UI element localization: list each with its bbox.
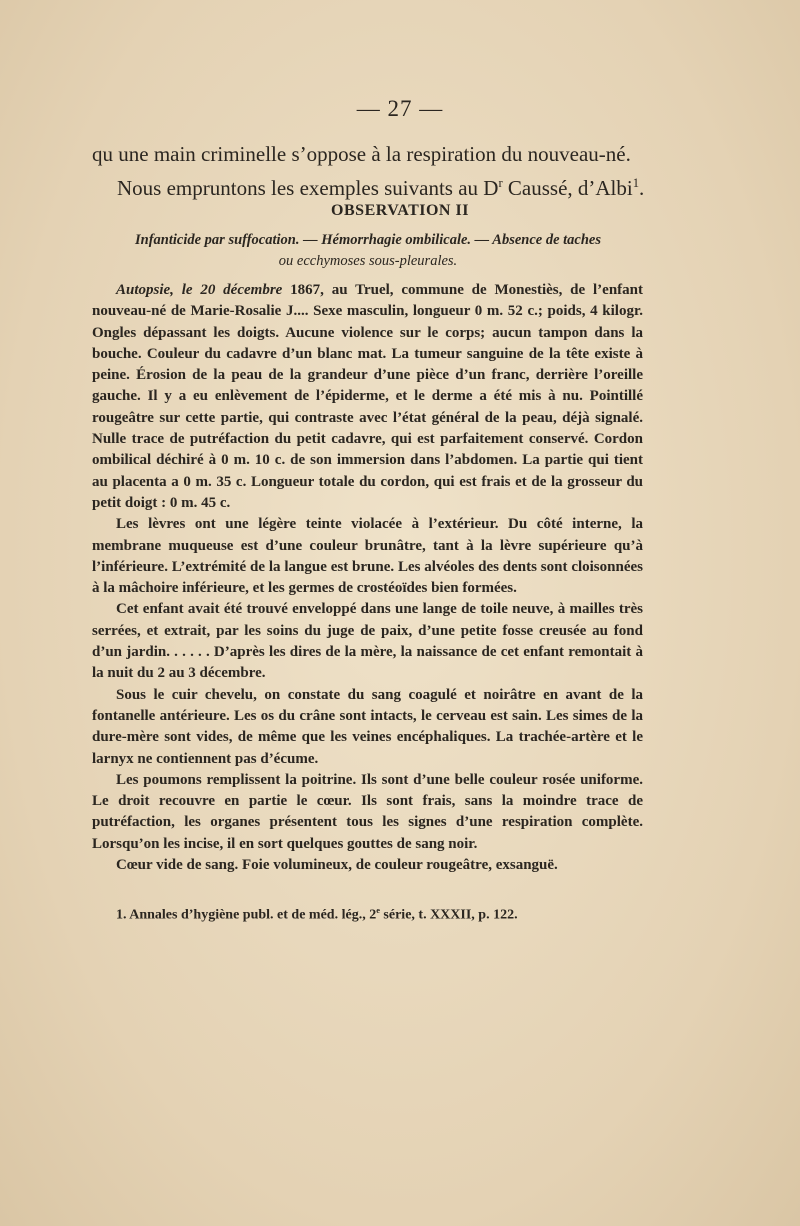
paragraph-cuir-chevelu: Sous le cuir chevelu, on constate du sang coagulé et noirâtre en avant de la fontanelle antérieure. Les os du crâne sont intacts, le cerveau est sain. Les simes de la dure-mère sont vides, de même que les veines encéphaliques. La trachée-artère et le larnyx ne contiennent pas d’écume. <box>92 686 643 767</box>
paragraph-levres: Les lèvres ont une légère teinte violacée à l’extérieur. Du côté interne, la membrane muqueuse est d’une couleur brunâtre, tant à la lèvre supérieure qu’à l’inférieure. L’extrémité de la langue est brune. Les alvéoles des dents sont cloisonnées à la mâchoire inférieure, et les germes de crostéoïdes bien formées. <box>92 516 643 597</box>
intro-line-2 <box>92 169 712 203</box>
footnote-superscript: e <box>376 906 380 915</box>
page-number: — 27 — <box>356 96 444 121</box>
paragraph-enfant-trouve: Cet enfant avait été trouvé enveloppé dans une lange de toile neuve, à mailles très serrées, et extrait, par les soins du juge de paix, d’une petite fosse creusée au fond d’un jardin. . . . . . D’après les dires de la mère, la naissance de cet enfant remontait à la nuit du 2 au 3 décembre. <box>92 601 643 682</box>
subtitle-line-2: ou ecchymoses sous-pleurales. <box>278 253 458 269</box>
observation-body <box>92 280 643 876</box>
autopsie-lead: Autopsie, le 20 décembre <box>116 282 283 298</box>
paragraph-coeur: Cœur vide de sang. Foie volumineux, de couleur rougeâtre, exsanguë. <box>116 857 558 874</box>
intro-line-2-mid: Caussé, d’Albi <box>502 176 633 200</box>
intro-line-2-start: Nous empruntons les exemples suivants au D <box>117 176 499 200</box>
footnote-end: série, t. XXXII, p. 122. <box>379 907 518 923</box>
intro-line-2-end: . <box>639 176 645 200</box>
observation-subtitle <box>92 230 644 272</box>
paragraph-autopsie <box>92 280 643 514</box>
paragraph-poumons: Les poumons remplissent la poitrine. Ils sont d’une belle couleur rosée uniforme. Le droit recouvre en partie le cœur. Ils sont frais, sans la moindre trace de putréfaction, les organes présentent tous les signes d’une respiration complète. Lorsqu’on les incise, il en sort quelques gouttes de sang noir. <box>92 771 643 852</box>
observation-title: OBSERVATION II <box>331 202 469 219</box>
footnote <box>116 906 656 924</box>
footnote-marker: 1 <box>632 176 640 190</box>
footnote-start: 1. Annales d’hygiène publ. et de méd. lég., 2 <box>116 907 377 923</box>
intro-text <box>92 140 712 203</box>
superscript-r: r <box>498 176 503 190</box>
subtitle-line-1: Infanticide par suffocation. — Hémorrhagie ombilicale. — Absence de taches <box>135 232 601 248</box>
autopsie-text: 1867, au Truel, commune de Monestiès, de l’enfant nouveau-né de Marie-Rosalie J.... Sexe masculin, longueur 0 m. 52 c.; poids, 4 kilogr. Ongles dépassant les doigts. Aucune violence sur le corps; aucun tampon dans la bouche. Couleur du cadavre d’un blanc mat. La tumeur sanguine de la tête existe à peine. Érosion de la peau de la grandeur d’une pièce d’un franc, derrière l’oreille gauche. Il y a eu enlèvement de l’épiderme, et le derme a été mis à nu. Pointillé rougeâtre sur cette partie, qui contraste avec l’état général de la peau, déjà signalé. Nulle trace de putréfaction du petit cadavre, qui est parfaitement conservé. Cordon ombilical déchiré à 0 m. 10 c. de son immersion dans l’abdomen. La partie qui tient au placenta a 0 m. 35 c. Longueur totale du cordon, qui est frais et de la grosseur du petit doigt : 0 m. 45 c. <box>92 282 643 511</box>
intro-line-1: qu une main criminelle s’oppose à la respiration du nouveau-né. <box>92 142 631 166</box>
